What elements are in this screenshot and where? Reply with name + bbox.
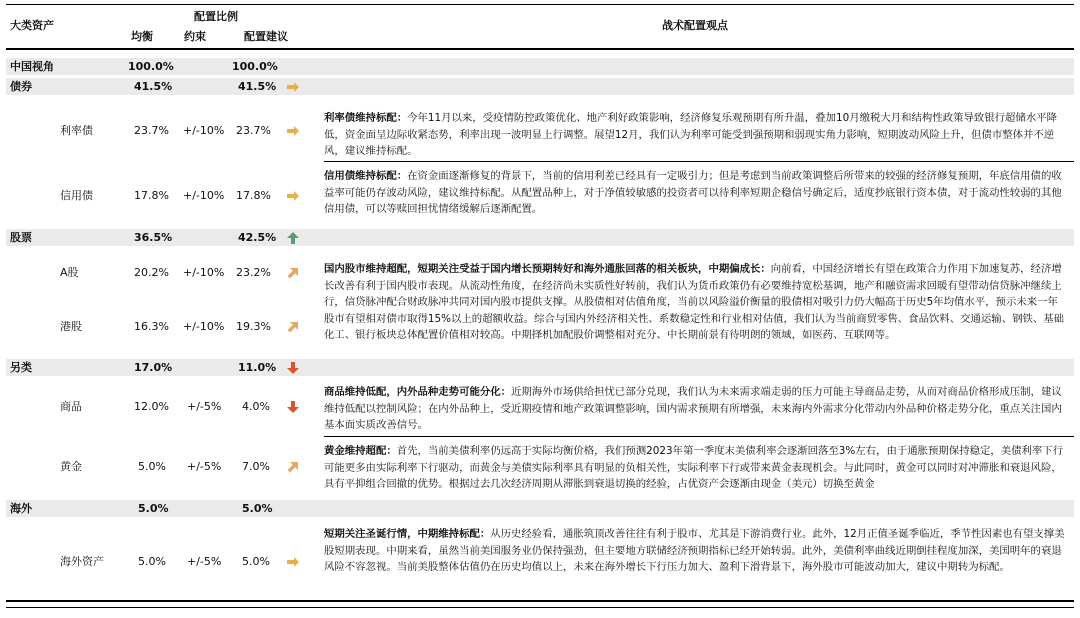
down-arrow-icon: [286, 361, 300, 375]
row-suggest-overseas-asset: 5.0%: [242, 555, 270, 568]
row-balanced-china: 100.0%: [128, 60, 174, 73]
row-suggest-hk-share: 19.3%: [236, 320, 271, 333]
hold-right-arrow-icon: [286, 124, 300, 138]
view-text-credit-bond: 在资金面逐渐修复的背景下，当前的信用利差已经具有一定吸引力；但是考虑到当前政策调整后所带来的较强的经济修复预期，年底信用债的收益率可能仍存波动风险，建议维持标配。从配置品种上，对于净值较敏感的投资者可以待利率短期企稳信号确定后，适度抄底银行资本债，对于流动性较弱的其他信用债，可以等赎回担忧情绪缓解后逐渐配置。: [324, 170, 1062, 215]
bottom-rule: [6, 600, 1074, 602]
row-balanced-overseas-asset: 5.0%: [138, 555, 166, 568]
row-suggest-china: 100.0%: [232, 60, 278, 73]
row-name-hk-share: 港股: [60, 320, 82, 333]
header-allocation-ratio: 配置比例: [194, 10, 238, 23]
up-right-arrow-icon: [286, 320, 300, 334]
row-suggest-commodity: 4.0%: [242, 400, 270, 413]
row-suggest-rate-bond: 23.7%: [236, 124, 271, 137]
view-lead-overseas: 短期关注圣诞行情，中期维持标配：: [324, 528, 491, 540]
row-name-a-share: A股: [60, 266, 79, 279]
row-name-overseas-asset: 海外资产: [60, 555, 104, 568]
view-lead-equity: 国内股市维持超配，短期关注受益于国内增长预期转好和海外通胀回落的相关板块，中期偏成长：: [324, 263, 771, 275]
header-rule: [6, 48, 1074, 50]
up-right-arrow-icon: [286, 266, 300, 280]
row-constraint-overseas-asset: +/-5%: [187, 555, 222, 568]
hold-right-arrow-icon: [286, 80, 300, 94]
row-suggest-credit-bond: 17.8%: [236, 189, 271, 202]
view-text-equity: 向前看，中国经济增长有望在政策合力作用下加速复苏，经济增长改善有利于国内股市表现。从流动性角度，在经济尚未实质性好转前，我们认为货币政策仍有必要维持宽松基调，地产和融资需求回暖有望带动信贷脉冲继续上行，信贷脉冲配合财政脉冲共同对国内股市提供支撑。从股债相对估值角度，当前以风险溢价衡量的股债相对吸引力仍大幅高于历史5年均值水平，预示未来一年股市有望相对债市取得15%以上的超额收益。综合与国内外经济相关性、系数稳定性和行业相对估值，我们认为当前商贸零售、食品饮料、交通运输、钢铁、基础化工、银行板块总体配置价值相对较高。中期择机加配股价调整相对充分、中长期前景有待明朗的领域，如医药、互联网等。: [324, 263, 1065, 341]
row-constraint-gold: +/-5%: [187, 460, 222, 473]
row-suggest-a-share: 23.2%: [236, 266, 271, 279]
header-tactical-view: 战术配置观点: [662, 19, 728, 32]
row-name-bond: 债券: [10, 80, 32, 93]
row-balanced-a-share: 20.2%: [134, 266, 169, 279]
row-constraint-credit-bond: +/-10%: [183, 189, 225, 202]
view-text-commodity: 近期海外市场供给担忧已部分兑现，我们认为未来需求端走弱的压力可能主导商品走势，从而对商品价格形成压制，建议维持低配以控制风险；在内外品种上，受近期疫情和地产政策调整影响，国内需求预期有所增强，未来海内外需求分化带动内外品种价格走势分化，重点关注国内基本面实质改善信号。: [324, 386, 1062, 431]
row-constraint-commodity: +/-5%: [187, 400, 222, 413]
row-constraint-rate-bond: +/-10%: [183, 124, 225, 137]
hold-right-arrow-icon: [286, 555, 300, 569]
view-commodity: [324, 384, 1066, 434]
hold-right-arrow-icon: [286, 189, 300, 203]
row-name-credit-bond: 信用债: [60, 189, 93, 202]
row-balanced-hk-share: 16.3%: [134, 320, 169, 333]
header-constraint: 约束: [184, 30, 206, 43]
view-text-rate-bond: 今年11月以来，受疫情防控政策优化、地产利好政策影响，经济修复乐观预期有所升温，叠加10月缴税大月和结构性政策导致银行超储水平降低，资金面呈边际收紧态势，利率出现一波明显上行调整。展望12月，我们认为利率可能受到强预期和弱现实角力影响，短期波动风险上升，但债市整体并不逆风，建议维持标配。: [324, 112, 1057, 157]
view-lead-commodity: 商品维持低配，内外品种走势可能分化：: [324, 386, 512, 398]
bottom-rule-thin: [6, 607, 1074, 608]
row-suggest-alternative: 11.0%: [238, 361, 277, 374]
row-suggest-overseas: 5.0%: [242, 502, 273, 515]
row-rule: [324, 161, 1074, 162]
view-lead-credit-bond: 信用债维持标配：: [324, 170, 408, 182]
top-rule: [6, 4, 1074, 5]
row-name-commodity: 商品: [60, 400, 82, 413]
view-text-gold: 首先，当前美债利率仍远高于实际均衡价格，我们预测2023年第一季度末美债利率会逐渐回落至3%左右，由于通胀预期保持稳定，美债利率下行可能更多由实际利率下行驱动，而黄金与美债实际利率具有明显的负相关性，实际利率下行或带来黄金表现机会。与此同时，黄金可以同时对冲滞胀和衰退风险，具有平抑组合回撤的优势。根据过去几次经济周期从滞胀到衰退切换的经验，占优资产会逐渐由现金（美元）切换至黄金: [324, 445, 1064, 490]
row-balanced-equity: 36.5%: [134, 231, 173, 244]
row-name-overseas: 海外: [10, 502, 32, 515]
row-balanced-gold: 5.0%: [138, 460, 166, 473]
row-suggest-equity: 42.5%: [238, 231, 277, 244]
view-text-overseas: 从历史经验看，通胀筑顶改善往往有利于股市、尤其是下游消费行业。此外，12月正值圣诞季临近，季节性因素也有望支撑美股短期表现。中期来看，虽然当前美国服务业仍保持强劲，但主要地方联储经济预期指标已经开始转弱。此外，美债利率曲线近期倒挂程度加深，美国明年的衰退风险不容忽视。当前美股整体估值仍在历史均值以上，未来在海外增长下行压力加大、盈利下滑背景下，海外股市可能波动加大，建议中期转为标配。: [324, 528, 1065, 573]
row-balanced-bond: 41.5%: [134, 80, 173, 93]
row-balanced-alternative: 17.0%: [134, 361, 173, 374]
row-name-china: 中国视角: [10, 60, 54, 73]
row-suggest-gold: 7.0%: [242, 460, 270, 473]
view-lead-rate-bond: 利率债维持标配：: [324, 112, 408, 124]
view-gold: [324, 443, 1066, 493]
row-constraint-a-share: +/-10%: [183, 266, 225, 279]
row-balanced-credit-bond: 17.8%: [134, 189, 169, 202]
header-asset-class: 大类资产: [10, 19, 54, 32]
row-name-gold: 黄金: [60, 460, 82, 473]
row-name-alternative: 另类: [10, 361, 32, 374]
up-arrow-icon: [286, 231, 300, 245]
row-constraint-hk-share: +/-10%: [183, 320, 225, 333]
up-right-arrow-icon: [286, 460, 300, 474]
view-equity: [324, 261, 1066, 344]
row-balanced-commodity: 12.0%: [134, 400, 169, 413]
row-suggest-bond: 41.5%: [238, 80, 277, 93]
row-name-rate-bond: 利率债: [60, 124, 93, 137]
row-rule: [324, 436, 1074, 437]
row-balanced-rate-bond: 23.7%: [134, 124, 169, 137]
view-lead-gold: 黄金维持超配：: [324, 445, 397, 457]
view-rate-bond: [324, 110, 1066, 160]
row-name-equity: 股票: [10, 231, 32, 244]
header-suggestion: 配置建议: [244, 30, 288, 43]
row-balanced-overseas: 5.0%: [138, 502, 169, 515]
view-overseas: [324, 526, 1066, 576]
down-arrow-icon: [286, 400, 300, 414]
view-credit-bond: [324, 168, 1066, 218]
header-balanced: 均衡: [131, 30, 153, 43]
